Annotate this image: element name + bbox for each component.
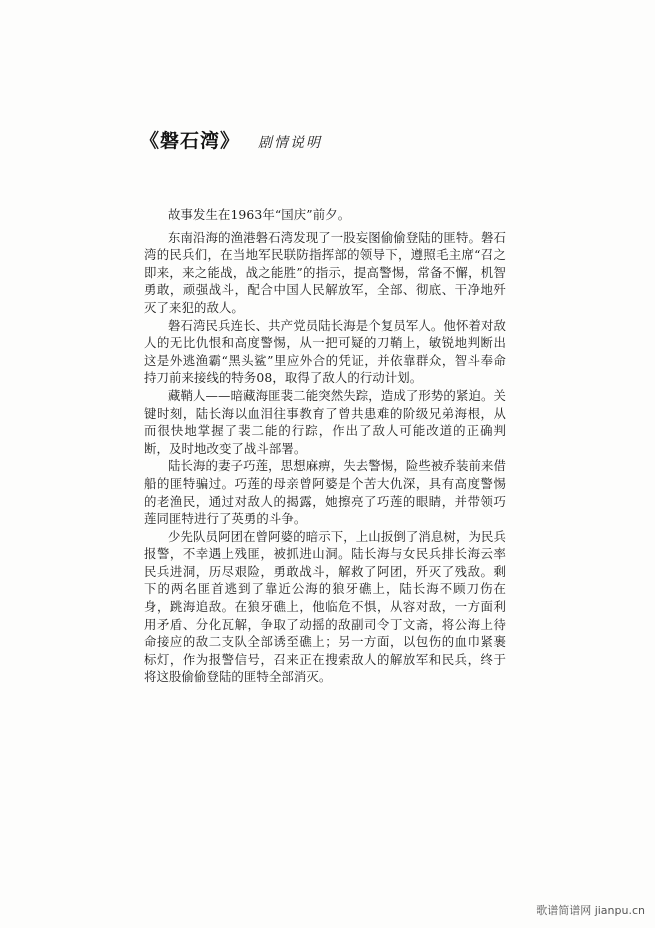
site-watermark: 歌谱简谱网 jianpu.cn xyxy=(536,904,645,917)
paragraph: 陆长海的妻子巧莲，思想麻痹，失去警惕，险些被乔装前来借船的匪特骗过。巧莲的母亲曾阿婆是个苦大仇深，具有高度警惕的老渔民，通过对敌人的揭露，她擦亮了巧莲的眼睛，并带领巧莲同匪特进行了英勇的斗争。 xyxy=(144,458,506,527)
paragraph-intro: 故事发生在1963年“国庆”前夕。 xyxy=(168,207,351,222)
paragraph: 磐石湾民兵连长、共产党员陆长海是个复员军人。他怀着对敌人的无比仇恨和高度警惕，从一把可疑的刀鞘上，敏锐地判断出这是外逃渔霸“黑头鲨”里应外合的凭证，并依靠群众，智斗奉命持刀前来接线的特务08，取得了敌人的行动计划。 xyxy=(144,317,506,386)
paragraph: 少先队员阿团在曾阿婆的暗示下，上山扳倒了消息树，为民兵报警，不幸遇上残匪，被抓进山洞。陆长海与女民兵排长海云率民兵进洞，历尽艰险，勇敢战斗，解救了阿团，歼灭了残敌。剩下的两名匪首逃到了靠近公海的狼牙礁上，陆长海不顾刀伤在身，跳海追敌。在狼牙礁上，他临危不惧，从容对敌，一方面利用矛盾、分化瓦解，争取了动摇的敌副司令丁文斋，将公海上待命接应的敌二支队全部诱至礁上；另一方面，以包伤的血巾紧裹标灯，作为报警信号，召来正在搜索敌人的解放军和民兵，终于将这股偷偷登陆的匪特全部消灭。 xyxy=(144,528,506,685)
paragraph: 藏鞘人——暗藏海匪裴二能突然失踪，造成了形势的紧迫。关键时刻，陆长海以血泪往事教育了曾共患难的阶级兄弟海根，从而很快地掌握了裴二能的行踪，作出了敌人可能改道的正确判断，及时地改变了战斗部署。 xyxy=(144,387,506,456)
paragraph: 东南沿海的渔港磐石湾发现了一股妄图偷偷登陆的匪特。磐石湾的民兵们，在当地军民联防指挥部的领导下，遵照毛主席“召之即来，来之能战，战之能胜”的指示，提高警惕，常备不懈，机智勇敢，顽强战斗，配合中国人民解放军，全部、彻底、干净地歼灭了来犯的敌人。 xyxy=(144,229,506,315)
synopsis-body xyxy=(144,206,506,686)
page-subtitle: 剧情说明 xyxy=(258,135,323,151)
page-title: 《磐石湾》 xyxy=(140,130,241,152)
title-row xyxy=(140,126,322,153)
